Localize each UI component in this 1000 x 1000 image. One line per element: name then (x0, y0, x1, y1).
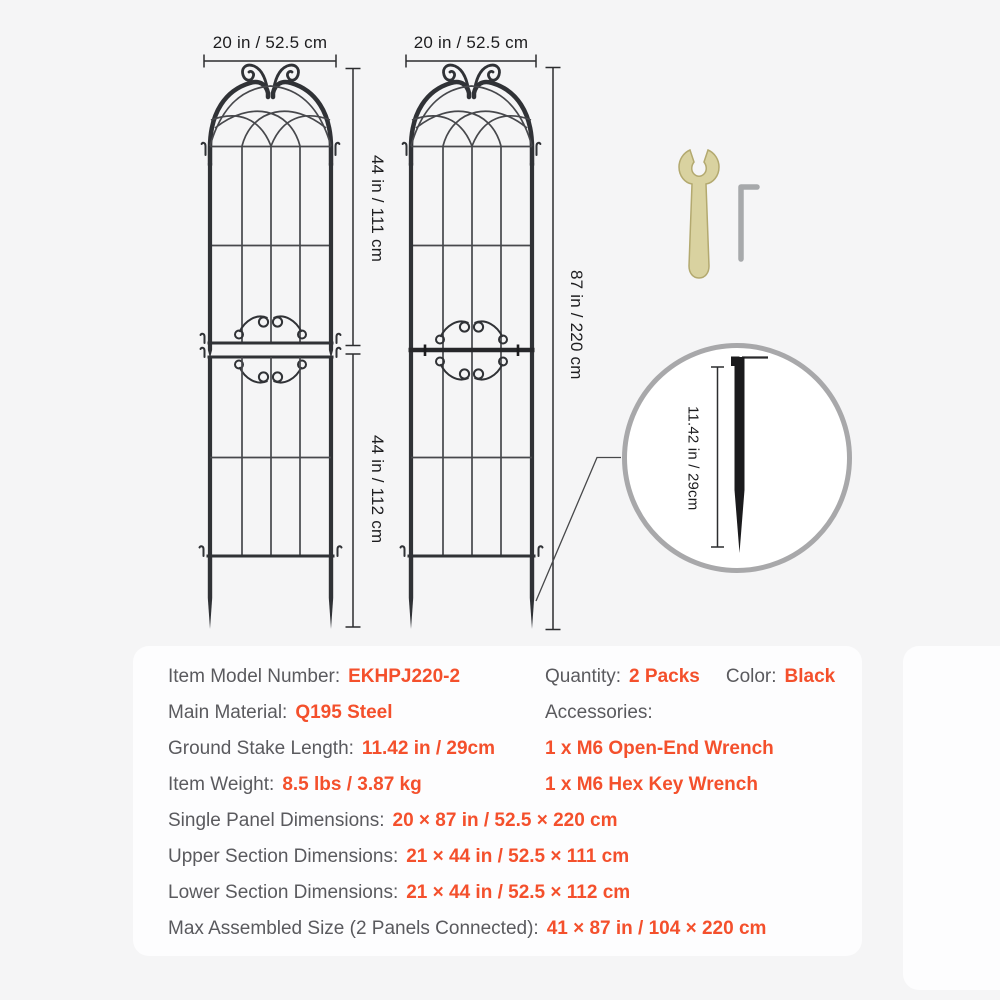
stake-detail-circle (625, 346, 850, 571)
spec-label: Color: (725, 666, 777, 687)
spec-value: 21 × 44 in / 52.5 × 111 cm (406, 846, 630, 867)
width-label-right-panel: 20 in / 52.5 cm (413, 33, 529, 52)
spec-row-accessory-1 (545, 731, 862, 767)
spec-label: Item Model Number: (168, 666, 341, 687)
spec-full-rows (168, 803, 862, 947)
spec-row-accessories (545, 695, 862, 731)
spec-label: Item Weight: (168, 774, 275, 795)
lower-section-height-label (364, 424, 390, 554)
trellis-left-upper-section (201, 65, 341, 358)
lower-height-text: 44 in / 112 cm (368, 434, 387, 544)
spec-value: 20 × 87 in / 52.5 × 220 cm (392, 810, 618, 831)
total-height-label (563, 260, 589, 390)
open-end-wrench-icon (679, 150, 719, 278)
spec-right-column (545, 659, 862, 803)
trellis-right-full-panel (401, 65, 543, 629)
spec-value: 1 x M6 Open-End Wrench (545, 738, 774, 759)
spec-label: Accessories: (545, 702, 653, 723)
spec-row-weight (168, 767, 545, 803)
spec-row-lower-section (168, 875, 862, 911)
stake-length-label (681, 394, 705, 522)
spec-label: Quantity: (545, 666, 622, 687)
spec-row-model (168, 659, 545, 695)
spec-label: Main Material: (168, 702, 288, 723)
spec-row-accessory-2 (545, 767, 862, 803)
spec-label: Lower Section Dimensions: (168, 882, 399, 903)
upper-section-height-label (364, 146, 390, 272)
spec-value: 8.5 lbs / 3.87 kg (282, 774, 422, 795)
spec-value: Q195 Steel (295, 702, 393, 723)
spec-value: EKHPJ220-2 (348, 666, 461, 687)
spec-value: 11.42 in / 29cm (361, 738, 496, 759)
spec-row-upper-section (168, 839, 862, 875)
spec-value: Black (784, 666, 836, 687)
spec-row-quantity-color (545, 659, 862, 695)
stake-length-text: 11.42 in / 29cm (684, 405, 702, 511)
hex-key-icon (741, 187, 757, 259)
leader-line (536, 458, 621, 602)
spec-value: 21 × 44 in / 52.5 × 112 cm (406, 882, 631, 903)
spec-row-material (168, 695, 545, 731)
spec-row-stake-length (168, 731, 545, 767)
spec-row-max-assembled (168, 911, 862, 947)
spec-label: Ground Stake Length: (168, 738, 354, 759)
adjacent-card-edge (903, 646, 1000, 990)
spec-value: 2 Packs (629, 666, 700, 687)
spec-value: 41 × 87 in / 104 × 220 cm (546, 918, 767, 939)
spec-row-single-panel (168, 803, 862, 839)
spec-label: Upper Section Dimensions: (168, 846, 399, 867)
spec-value: 1 x M6 Hex Key Wrench (545, 774, 758, 795)
spec-left-column (168, 659, 545, 803)
spec-label: Single Panel Dimensions: (168, 810, 385, 831)
spec-label: Max Assembled Size (2 Panels Connected): (168, 918, 539, 939)
upper-height-text: 44 in / 111 cm (368, 155, 387, 263)
width-label-left-panel: 20 in / 52.5 cm (212, 33, 328, 52)
total-height-text: 87 in / 220 cm (567, 270, 586, 380)
trellis-left-lower-section (200, 348, 342, 629)
spec-panel (133, 646, 862, 956)
